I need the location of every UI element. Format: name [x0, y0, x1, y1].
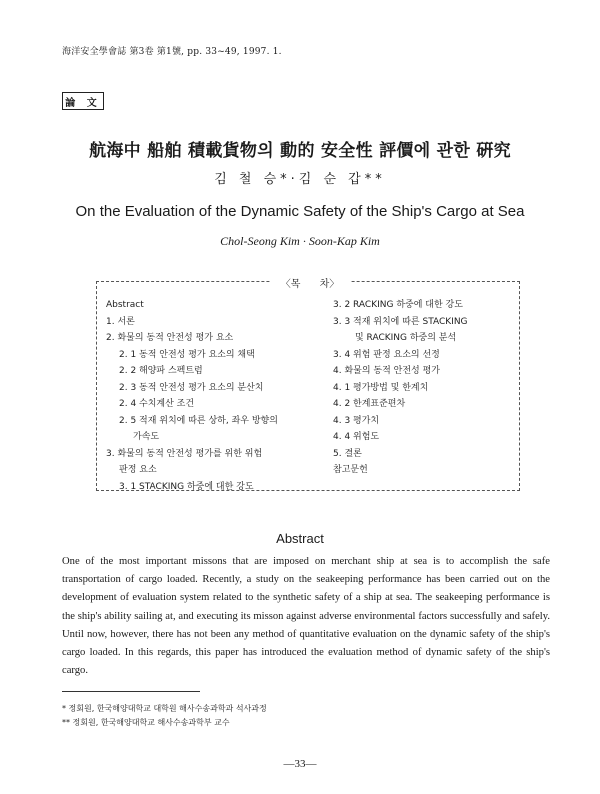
- title-korean: 航海中 船舶 積載貨物의 動的 安全性 評價에 관한 硏究: [89, 141, 511, 161]
- toc-item: 1. 서론: [106, 316, 135, 327]
- toc-item: 4. 2 한계표준편차: [333, 399, 406, 409]
- footnote-1: * 정회원, 한국해양대학교 대학원 해사수송과학과 석사과정: [62, 704, 267, 713]
- abstract-heading: Abstract: [276, 531, 324, 546]
- page-number: —33—: [283, 758, 317, 770]
- toc-item: 3. 4 위험 판정 요소의 선정: [333, 349, 440, 360]
- abstract-body: One of the most important missons that are imposed on merchant ship at sea is to accomplish the safe transportation of cargo loaded. Recently, a study on the seakeeping performance has been carried out on the development of evaluation system related to the synthetic safety of a ship at sea. The seakeeping performance is the ship's ability sailing at, and executing its misson against adverse environmental factors successfully and safely. Until now, however, there has not been any method of quantitative evaluation on the dynamic safety of the ship's cargo loaded. In this regards, this paper has introduced the evaluation method of dynamic safety of the ship's cargo.: [62, 556, 550, 677]
- toc-item: Abstract: [106, 300, 144, 310]
- toc-item: 2. 1 동적 안전성 평가 요소의 채택: [119, 349, 255, 360]
- journal-header: 海洋安全學會誌 第3卷 第1號, pp. 33~49, 1997. 1.: [62, 47, 282, 57]
- footnote-divider: [62, 691, 200, 692]
- footnote-2: ** 정회원, 한국해양대학교 해사수송과학부 교수: [62, 718, 230, 727]
- toc-item: 3. 3 적재 위치에 따른 STACKING: [333, 316, 468, 327]
- toc-item: 4. 화물의 동적 안전성 평가: [333, 366, 440, 376]
- toc-item: 4. 4 위험도: [333, 432, 380, 442]
- authors-english: Chol-Seong Kim · Soon-Kap Kim: [220, 234, 380, 248]
- toc-item: 4. 3 평가치: [333, 415, 380, 426]
- section-label: 論 文: [62, 92, 104, 110]
- toc-item: 2. 5 적재 위치에 따른 상하, 좌우 방향의: [119, 415, 278, 426]
- toc-item: 5. 결론: [333, 448, 362, 459]
- toc-left-column: [106, 297, 331, 495]
- toc-item: 3. 1 STACKING 하중에 대한 강도: [119, 481, 254, 492]
- title-english: On the Evaluation of the Dynamic Safety of the Ship's Cargo at Sea: [75, 203, 525, 220]
- toc-right-column: [333, 297, 518, 479]
- toc-item: 2. 2 해양파 스펙트럼: [119, 366, 203, 376]
- toc-item: 4. 1 평가방법 및 한계치: [333, 382, 429, 393]
- toc-item: 및 RACKING 하중의 분석: [355, 333, 457, 343]
- authors-korean: 김 철 승*·김 순 갑**: [214, 172, 386, 187]
- toc-heading: 〈목 차〉: [270, 275, 350, 290]
- toc-item: 2. 화물의 동적 안전성 평가 요소: [106, 333, 234, 343]
- toc-item: 가속도: [133, 432, 160, 442]
- toc-item: 참고문헌: [333, 465, 368, 475]
- toc-item: 3. 화물의 동적 안전성 평가를 위한 위험: [106, 448, 263, 459]
- toc-item: 판정 요소: [119, 465, 157, 475]
- toc-item: 2. 4 수치계산 조건: [119, 399, 195, 409]
- toc-item: 2. 3 동적 안전성 평가 요소의 분산치: [119, 382, 264, 393]
- toc-item: 3. 2 RACKING 하중에 대한 강도: [333, 300, 463, 310]
